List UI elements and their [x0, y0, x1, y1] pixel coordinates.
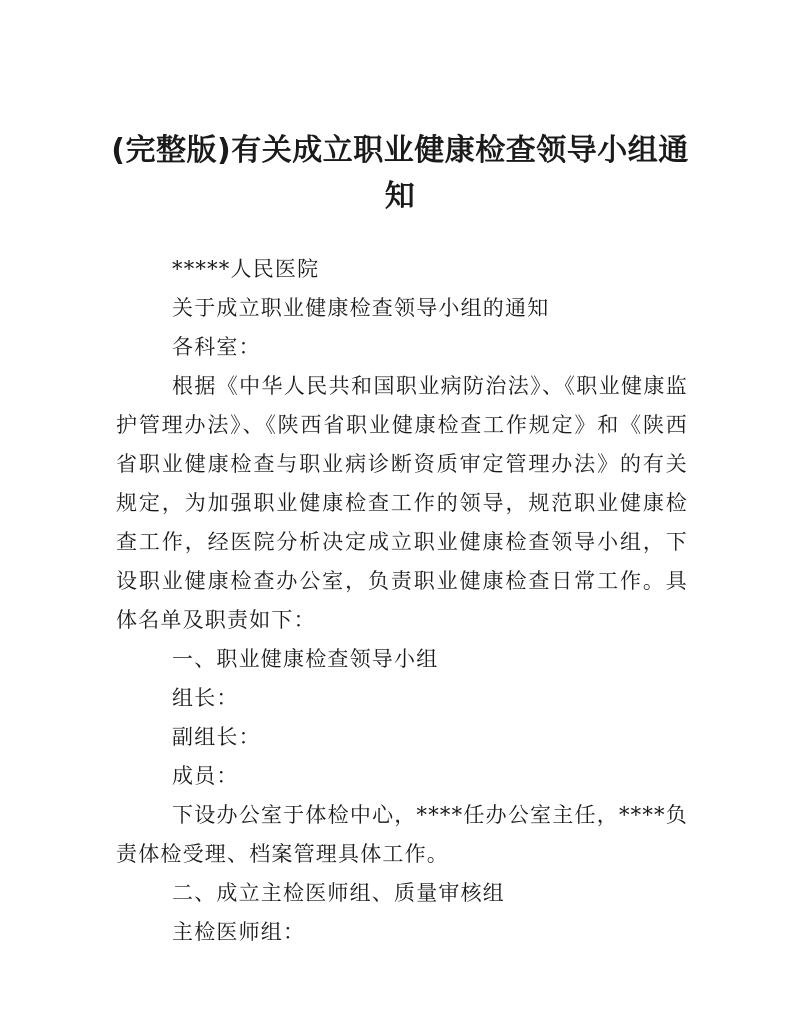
members-line: 成员：	[172, 764, 239, 788]
deputy-leader-line: 副组长：	[172, 725, 261, 749]
salutation: 各科室：	[172, 335, 261, 359]
notice-heading: 关于成立职业健康检查领导小组的通知	[172, 296, 550, 320]
section-two-heading: 二、成立主检医师组、质量审核组	[172, 881, 505, 905]
document-body	[116, 250, 688, 952]
chief-examiner-group-line: 主检医师组：	[172, 920, 306, 944]
section-one-heading: 一、职业健康检查领导小组	[172, 647, 439, 671]
document-title: (完整版)有关成立职业健康检查领导小组通知	[111, 133, 689, 214]
leader-line: 组长：	[172, 686, 239, 710]
hospital-name: *****人民医院	[172, 257, 320, 281]
intro-paragraph: 根据《中华人民共和国职业病防治法》、《职业健康监护管理办法》、《陕西省职业健康检查工作规定》和《陕西省职业健康检查与职业病诊断资质审定管理办法》的有关规定，为加强职业健康检查工作的领导，规范职业健康检查工作，经医院分析决定成立职业健康检查领导小组，下设职业健康检查办公室，负责职业健康检查日常工作。具体名单及职责如下：	[116, 374, 688, 632]
office-paragraph: 下设办公室于体检中心，****任办公室主任，****负责体检受理、档案管理具体工作。	[116, 803, 688, 866]
